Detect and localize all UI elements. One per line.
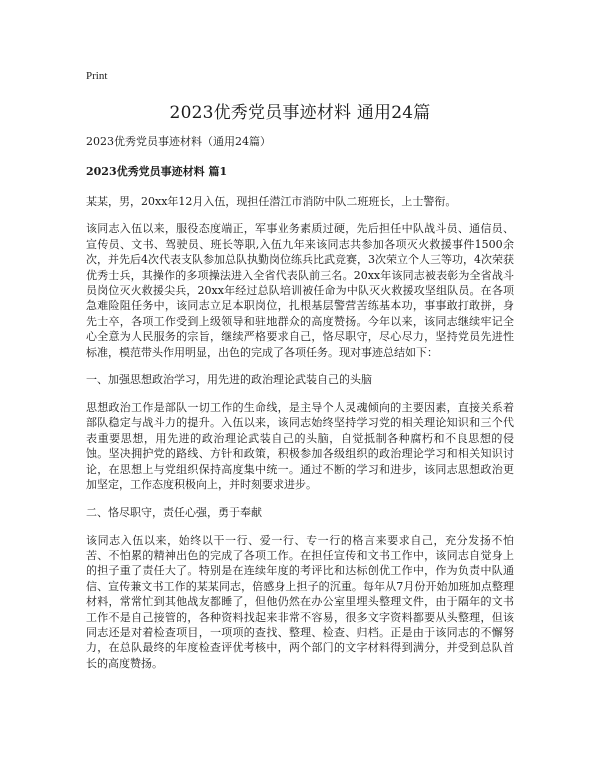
paragraph-political-study: 思想政治工作是部队一切工作的生命线，是主导个人灵魂倾向的主要因素，直接关系着部队稳定与战斗力的提升。入伍以来，该同志始终坚持学习党的相关理论知识和三个代表重要思想，用先进的政治理论武装自己的头脑，自觉抵制各种腐朽和不良思想的侵蚀。坚决拥护党的路线、方针和政策，积极参加各级组织的政治理论学习和相关知识讨论，在思想上与党组织保持高度集中统一。通过不断的学习和进步，该同志思想政治更加坚定，工作态度积极向上，并时刻要求进步。	[86, 401, 514, 492]
paragraph-summary: 该同志入伍以来，服役态度端正，军事业务素质过硬，先后担任中队战斗员、通信员、宣传员、文书、驾驶员、班长等职,入伍九年来该同志共参加各项灭火救援事件1500余次，并先后4次代表支队参加总队执勤岗位练兵比武竞赛，3次荣立个人三等功，4次荣获优秀士兵，其操作的多项操法进入全省代表队前三名。20xx年该同志被表彰为全省战斗员岗位灭火救援尖兵，20xx年经过总队培训被任命为中队灭火救援攻坚组队员。在各项急难险阻任务中，该同志立足本职岗位，扎根基层警营苦练基本功，事事敢打敢拼，身先士卒，各项工作受到上级领导和驻地群众的高度赞扬。今年以来，该同志继续牢记全心全意为人民服务的宗旨，继续严格要求自己，恪尽职守，尽心尽力，坚持党员先进性标准，模范带头作用明显，出色的完成了各项任务。现对事迹总结如下：	[86, 222, 514, 359]
heading-dedication: 二、恪尽职守，责任心强，勇于奉献	[86, 505, 262, 519]
section-title: 2023优秀党员事迹材料 篇1	[86, 165, 228, 178]
heading-political-study: 一、加强思想政治学习，用先进的政治理论武装自己的头脑	[86, 373, 372, 387]
paragraph-intro: 某某，男，20xx年12月入伍，现担任潜江市消防中队二班班长，上士警衔。	[86, 195, 457, 208]
print-link[interactable]: Print	[86, 70, 108, 82]
paragraph-dedication: 该同志入伍以来，始终以干一行、爱一行、专一行的格言来要求自己，充分发扬不怕苦、不怕累的精神出色的完成了各项工作。在担任宣传和文书工作中，该同志自觉身上的担子重了责任大了。特别是在连续年度的考评比和达标创优工作中，作为负责中队通信、宣传兼文书工作的某某同志，倍感身上担子的沉重。每年从7月份开始加班加点整理材料，常常忙到其他战友都睡了，但他仍然在办公室里埋头整理文件，由于隔年的文书工作不是自己接管的，各种资料找起来非常不容易，很多文字资料都要从头整理，但该同志还是对着检查项目，一项项的查找、整理、检查、归档。正是由于该同志的不懈努力，在总队最终的年度检查评优考核中，两个部门的文字材料得到满分，并受到总队首长的高度赞扬。	[86, 533, 514, 670]
document-title: 2023优秀党员事迹材料 通用24篇	[169, 103, 431, 123]
document-subtitle: 2023优秀党员事迹材料（通用24篇）	[86, 135, 271, 148]
